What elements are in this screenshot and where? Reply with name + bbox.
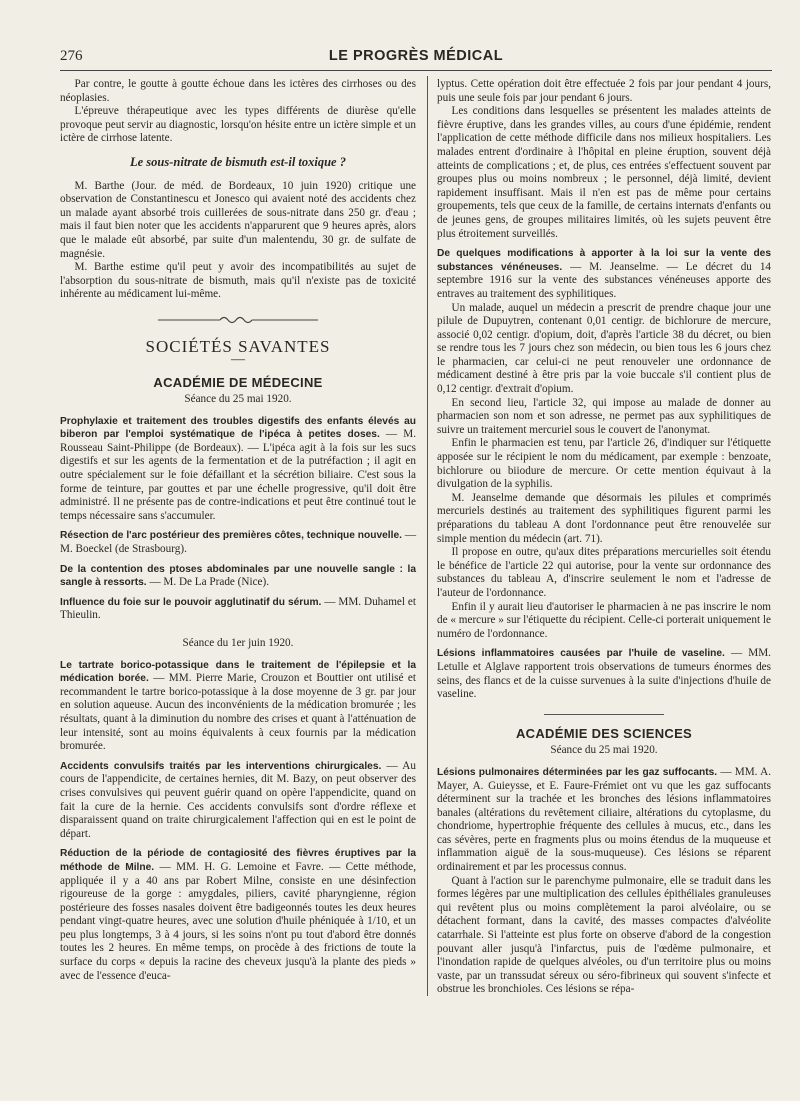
academy-medecine-title: ACADÉMIE DE MÉDECINE xyxy=(153,374,323,390)
paragraph: Il propose en outre, qu'aux dites préparations mercurielles soit étendu le bénéfice de l'article 22 qui autorise, pour la vente sur ordonnance des substances du tableau A, d'inscrire seulement le nom et l'adresse de l'auteur de l'ordonnance. xyxy=(437,546,771,599)
paragraph: Enfin le pharmacien est tenu, par l'article 26, d'indiquer sur l'étiquette apposée sur le récipient le nom du médicament, par exemple : benzoate, bichlorure ou biiodure de mercure. Or cette mention équivaut à la divulgation de la syphilis. xyxy=(437,437,771,491)
report-title: Prophylaxie et traitement des troubles digestifs des enfants élevés au biberon par l'emploi systématique de l'ipéca à petites doses. xyxy=(60,415,416,441)
short-rule xyxy=(544,714,664,715)
report-item xyxy=(60,760,416,842)
paragraph: En second lieu, l'article 32, qui impose au malade de donner au pharmacien son nom et son adresse, ne permet pas aux syphilitiques de suivre un traitement mercuriel sous le couvert de l'anonymat. xyxy=(437,396,771,436)
section-title: SOCIÉTÉS SAVANTES xyxy=(145,336,331,356)
paragraph: M. Barthe (Jour. de méd. de Bordeaux, 10 juin 1920) critique une observation de Constantinescu et Jonesco qui avaient noté des accidents chez un malade ayant absorbé trois cuillerées de sous-nitrate dans 250 gr. d'eau ; mais il faut bien noter que les accidents n'apparurent que 9 heures après, alors que le malade eût absorbé, par suite d'un malentendu, 30 gr. de sulfate de magnésie. xyxy=(60,179,416,260)
report-item xyxy=(437,766,771,875)
paragraph: M. Jeanselme demande que désormais les pilules et comprimés mercuriels destinés au traitement des syphilitiques figurent parmi les préparations du tableau A dont l'ordonnance peut être renouvelée sur simple mention du médecin (art. 71). xyxy=(437,491,771,545)
report-item xyxy=(60,659,416,754)
report-title: Accidents convulsifs traités par les interventions chirurgicales. xyxy=(60,760,382,772)
page-header xyxy=(60,48,772,70)
report-title: Lésions inflammatoires causées par l'huile de vaseline. xyxy=(437,648,725,660)
report-title: Réduction de la période de contagiosité des fièvres éruptives par la méthode de Milne. xyxy=(60,848,416,873)
report-item xyxy=(60,596,416,623)
ornament-divider xyxy=(60,314,416,326)
journal-title: LE PROGRÈS MÉDICAL xyxy=(328,48,504,64)
report-title: Résection de l'arc postérieur des premières côtes, technique nouvelle. xyxy=(60,530,402,542)
report-item xyxy=(60,529,416,556)
report-body: — MM. H. G. Lemoine et Favre. — Cette méthode, appliquée il y a 40 ans par Robert Milne, consiste en une désinfection rigoureuse de la gorge : amygdales, piliers, cavité pharyngienne, région postérieure des fosses nasales doivent être badigeonnés toutes les deux heures pendant vingt-quatre heures, avec une solution d'huile phéniquée à 1/10, et un peu plus longtemps, 3 à 4 jours, si les soins n'ont pu tout d'abord être donnés toutes les 2 heures. En même temps, on procède à des frictions de toute la surface du corps « depuis la racine des cheveux jusqu'à la plante des pieds » avec de l'essence d'euca- xyxy=(60,860,416,982)
session-date: Séance du 25 mai 1920. xyxy=(184,393,292,406)
left-column xyxy=(60,78,416,983)
report-title: Lésions pulmonaires déterminées par les gaz suffocants. xyxy=(437,766,718,778)
page-number: 276 xyxy=(60,48,83,64)
paragraph: L'épreuve thérapeutique avec les types différents de diurèse qu'elle provoque peut servir au diagnostic, lorsqu'on hésite entre un ictère simple et un ictère de cirrhose latente. xyxy=(60,105,416,145)
report-title: De quelques modifications à apporter à la loi sur la vente des substances vénéneuses. xyxy=(437,248,771,273)
report-body: — M. Rousseau Saint-Philippe (de Bordeaux). — L'ipéca agit à la fois sur les sucs digestifs et sur les agents de la fermentation et de la putréfaction ; il agit en outre spécialement sur le foie défaillant et la sécrétion biliaire. C'est sous la forme de teinture, par gouttes et par une échelle progressive, qu'il doit être administré. Il ne présente pas de contre-indications et peut être continué tout le temps nécessaire sans s'accumuler. xyxy=(60,428,416,522)
right-column xyxy=(437,78,771,997)
paragraph: Enfin il y aurait lieu d'autoriser le pharmacien à ne pas inscrire le nom de « mercure » sur l'étiquette du récipient. Celle-ci porterait uniquement le numéro de l'ordonnance. xyxy=(437,600,771,640)
paragraph: lyptus. Cette opération doit être effectuée 2 fois par jour pendant 4 jours, puis une seule fois par jour pendant 6 jours. xyxy=(437,78,771,104)
paragraph: Un malade, auquel un médecin a prescrit de prendre chaque jour une pilule de Dupuytren, contenant 0,01 centigr. de bichlorure de mercure, associé 0,02 centigr. d'opium, doit, d'après l'article 38 du décret, ou bien se rendre tous les 7 jours chez son médecin, ou bien tous les 6 jours chez le pharmacien, car celui-ci ne peut renouveler une ordonnance de médicament destiné à être pris par la voie buccale s'il contient plus de 0,12 centigr. d'extrait d'opium. xyxy=(437,301,771,396)
paragraph: Les conditions dans lesquelles se présentent les malades atteints de fièvre éruptive, dans les grandes villes, au cours d'une épidémie, rendent l'application de cette méthode difficile dans nos milieux hospitaliers. Les malades entrent d'ordinaire à l'hôpital en pleine éruption, souvent déjà atteints de complications ; et, de plus, ces entrées s'effectuent souvent par groupes plus ou moins nombreux ; le personnel, déjà limité, devient rapidement insuffisant. Mais il n'en est pas de même pour certains groupements, tels que ceux de la famille, de certains internats d'enfants ou de jeunes gens, de groupes militaires limités, où les sujets peuvent être plus étroitement surveillés. xyxy=(437,105,771,240)
report-body: — M. Jeanselme. — Le décret du 14 septembre 1916 sur la vente des substances vénéneuses apporte des entraves au traitement des syphilitiques. xyxy=(437,260,772,300)
report-item xyxy=(60,563,416,590)
report-title: De la contention des ptoses abdominales par une nouvelle sangle : la sangle à ressorts. xyxy=(60,563,416,589)
report-body: — MM. Letulle et Alglave rapportent trois observations de tumeurs énormes des seins, des flancs et de la cuisse survenues à la suite d'injections d'huile de vaseline. xyxy=(437,647,771,701)
report-title: Le tartrate borico-potassique dans le traitement de l'épilepsie et la médication borée. xyxy=(60,659,416,685)
academy-sciences-title: ACADÉMIE DES SCIENCES xyxy=(515,725,693,741)
report-item xyxy=(60,415,416,524)
header-rule xyxy=(60,70,772,71)
report-body: — Au cours de l'appendicite, de certaines hernies, dit M. Bazy, on peut observer des crises convulsives qui peuvent guérir quand on opère l'appendicite, quand on fait la cure de la hernie. Ces accidents convulsifs sont d'ordre réflexe et disparaissent quand on traite chirurgicalement l'affection qui en est le point de départ. xyxy=(60,759,416,840)
column-divider xyxy=(427,76,428,996)
section-dash: — xyxy=(231,351,245,367)
report-item xyxy=(437,647,771,701)
paragraph: Quant à l'action sur le parenchyme pulmonaire, elle se traduit dans les formes légères par une multiplication des cellules épithéliales granuleuses qui revêtent plus ou moins complètement la paroi alvéolaire, ou se détachent formant, dans la cavité, des masses compactes d'alvéolite catarrhale. Si l'atteinte est plus forte on observe d'abord de la congestion pouvant aller jusqu'à l'infarctus, puis de l'œdème pulmonaire, et l'inondation rapide de quelques alvéoles, ou d'un territoire plus ou moins vaste, par un transsudat séreux ou séro-fibrineux qui souvent s'infecte et obstrue les bronchioles. Ces lésions se répa- xyxy=(437,874,771,996)
report-body: — MM. Duhamel et Thieulin. xyxy=(60,595,416,622)
session-date: Séance du 1er juin 1920. xyxy=(182,637,294,649)
paragraph: M. Barthe estime qu'il peut y avoir des incompatibilités au sujet de l'absorption du sous-nitrate de bismuth, mais qu'il n'existe pas de toxicité inhérente au médicament lui-même. xyxy=(60,261,416,301)
report-item xyxy=(60,847,416,983)
subheading-bismuth: Le sous-nitrate de bismuth est-il toxique ? xyxy=(130,154,346,169)
report-body: — M. De La Prade (Nice). xyxy=(146,576,270,589)
report-body: — MM. A. Mayer, A. Guieysse, et E. Faure-Frémiet ont vu que les gaz suffocants déterminent sur la trachée et les bronches des lésions inflammatoires banales (altérations du revêtement ciliaire, altérations du cytoplasme, du chondriome, hypertrophie fréquente des cellules à mucus, etc., dans les cas sévères, perte en fragments plus ou moins étendus de la muqueuse et inflammation aiguë de la sous-muqueuse). Ces lésions se réparent ordinairement et par les processus connus. xyxy=(437,765,771,874)
ornament-divider-icon xyxy=(158,314,318,326)
paragraph: Par contre, le goutte à goutte échoue dans les ictères des cirrhoses ou des néoplasies. xyxy=(60,78,416,104)
report-item xyxy=(437,247,771,301)
report-title: Influence du foie sur le pouvoir agglutinatif du sérum. xyxy=(60,596,322,608)
report-body: — M. Boeckel (de Strasbourg). xyxy=(60,529,417,556)
session-date: Séance du 25 mai 1920. xyxy=(550,744,658,757)
report-body: — MM. Pierre Marie, Crouzon et Bouttier ont utilisé et recommandent le tartre borico-potassique à la dose moyenne de 3 gr. par jour en solution aqueuse. Aucun des inconvénients de la médication bromurée ; les résultats, quant à la diminution du nombre des crises et quant à l'atténuation de leur intensité, sont au moins équivalents à ceux fournis par la médication bromurée. xyxy=(60,672,416,753)
